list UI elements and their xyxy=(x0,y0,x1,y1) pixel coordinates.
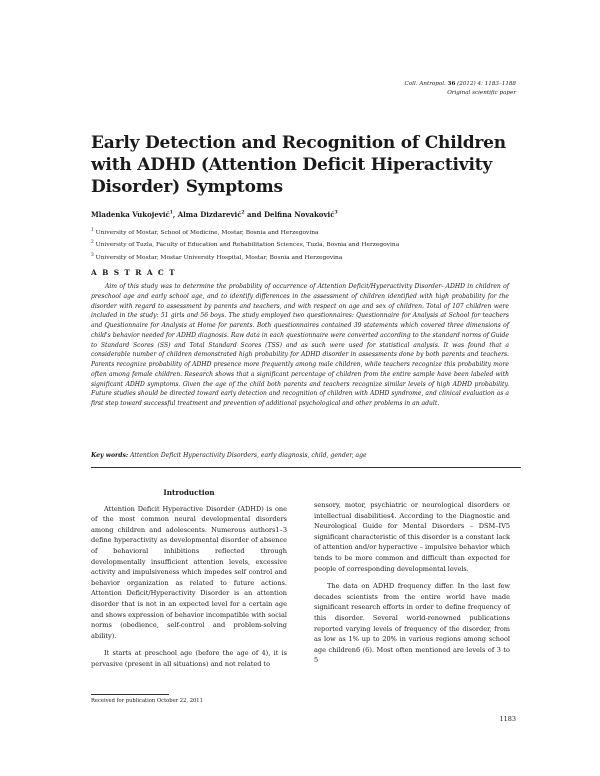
abstract-heading: A B S T R A C T xyxy=(91,268,177,277)
keywords-text: Attention Deficit Hyperactivity Disorders, early diagnosis, child, gender, age xyxy=(130,452,367,459)
author-sup: 3 xyxy=(334,210,338,216)
section-divider xyxy=(91,467,521,468)
left-column xyxy=(91,488,287,677)
affiliation xyxy=(91,238,521,250)
page-number: 1183 xyxy=(499,715,516,723)
paper-title: Early Detection and Recognition of Children with ADHD (Attention Deficit Hiperactivity Disorder) Symptoms xyxy=(91,133,506,197)
body-paragraph: sensory, motor, psychiatric or neurological disorders or intellectual disabilities4. According to the Diagnostic and Neurological Guide for Mental Disorders – DSM–IV5 significant characteristic of this disorder is a constant lack of attention and/or hyperactive – impulsive behavior which tends to be more common and difficult than expected for people of corresponding developmental levels. xyxy=(314,501,510,573)
keywords xyxy=(91,452,521,459)
affiliation xyxy=(91,251,521,263)
author-separator: , xyxy=(172,210,178,219)
affiliation-list xyxy=(91,226,521,263)
author-sup: 1 xyxy=(169,210,173,216)
affiliation-text: University of Mostar, School of Medicine, Mostar, Bosnia and Herzegovina xyxy=(95,229,319,236)
footnote-rule xyxy=(91,694,169,695)
affiliation-text: University of Tuzla, Faculty of Education and Rehabilitation Sciences, Tuzla, Bosnia and Herzegovina xyxy=(95,242,400,249)
abstract-text: Aim of this study was to determine the probability of occurrence of Attention Deficit/Hyperactivity Disorder- ADHD in children of preschool age and early school age, and to identify differences in the assessment of children identified with high probability for the disorder with regard to assessment by parents and teachers, and with respect on age and sex of children. Total of 107 children were included in the study: 51 girls and 56 boys. The study employed two questionnaires: Questionnaire for Analysis at School for teachers and Questionnaire for Analysis at Home for parents. Both questionnaires contained 39 statements which covered three dimensions of child's behavior needed for ADHD diagnosis. Raw data in each questionnaire were converted according to the standard norms of Guide to Standard Scores (SS) and Total Standard Scores (TSS) and as such were used for statistical analysis. It was found that a considerable number of children demonstrated high probability for ADHD disorder in assessments done by both parents and teachers. Parents recognize probability of ADHD presence more frequently among male children, while teachers recognize this probability more often among female children. Research shows that a significant percentage of children from the entire sample have been labeled with significant ADHD symptoms. Given the age of the child both parents and teachers recognize similar levels of high ADHD probability. Future studies should be directed toward early detection and recognition of children with ADHD syndrome, and clinical evaluation as a first step toward successful treatment and prevention of additional psychological and other problems in an adult. xyxy=(91,283,509,407)
author-and: and xyxy=(244,210,264,219)
citation-suffix: (2012) 4: 1183–1188 xyxy=(457,81,516,87)
author-name: Mladenka Vukojević xyxy=(91,210,170,219)
affiliation xyxy=(91,226,521,238)
right-column xyxy=(314,500,510,673)
received-footnote: Received for publication October 22, 2011 xyxy=(91,698,203,704)
citation-prefix: Coll. Antropol. xyxy=(404,81,446,87)
citation-volume: 36 xyxy=(447,81,456,87)
author-name: Alma Dizdarević xyxy=(177,210,242,219)
introduction-heading: Introduction xyxy=(163,488,215,497)
body-paragraph: The data on ADHD frequency differ. In the last few decades scientists from the entire world have made significant research efforts in order to define frequency of this disorder. Several world-renowned publications reported varying levels of frequency of the disorder, from as low as 1% up to 20% in various regions among school age children6 (6). Most often mentioned are levels of 3 to 5 xyxy=(314,582,510,665)
body-paragraph: It starts at preschool age (before the age of 4), it is pervasive (present in all situations) and not related to xyxy=(91,649,287,668)
paper-type: Original scientific paper xyxy=(447,89,516,96)
keywords-label: Key words: xyxy=(91,452,129,459)
affiliation-sup: 1 xyxy=(91,228,94,233)
author-sup: 2 xyxy=(241,210,245,216)
author-name: Delfina Novaković xyxy=(263,210,335,219)
affiliation-sup: 2 xyxy=(91,240,94,246)
author-list xyxy=(91,210,338,219)
affiliation-text: University of Mostar, Mostar University Hospital, Mostar, Bosnia and Herzegovina xyxy=(95,254,343,261)
body-paragraph: Attention Deficit Hyperactive Disorder (ADHD) is one of the most common neural developmental disorders among children and adolescents. Numerous authors1–3 define hyperactivity as developmental disorder of absence of behavioral inhibitions reflected through developmentally insufficient attention levels, excessive activity and impulsiveness which impedes self control and behavior organization as related to future actions. Attention Deficit/Hyperactivity Disorder is an attention disorder that is not in an expected level for a certain age and shows expression of behavior incompatible with social norms (obedience, self-control and problem-solving ability). xyxy=(91,504,287,640)
affiliation-sup: 3 xyxy=(91,252,94,258)
journal-citation xyxy=(405,80,516,97)
